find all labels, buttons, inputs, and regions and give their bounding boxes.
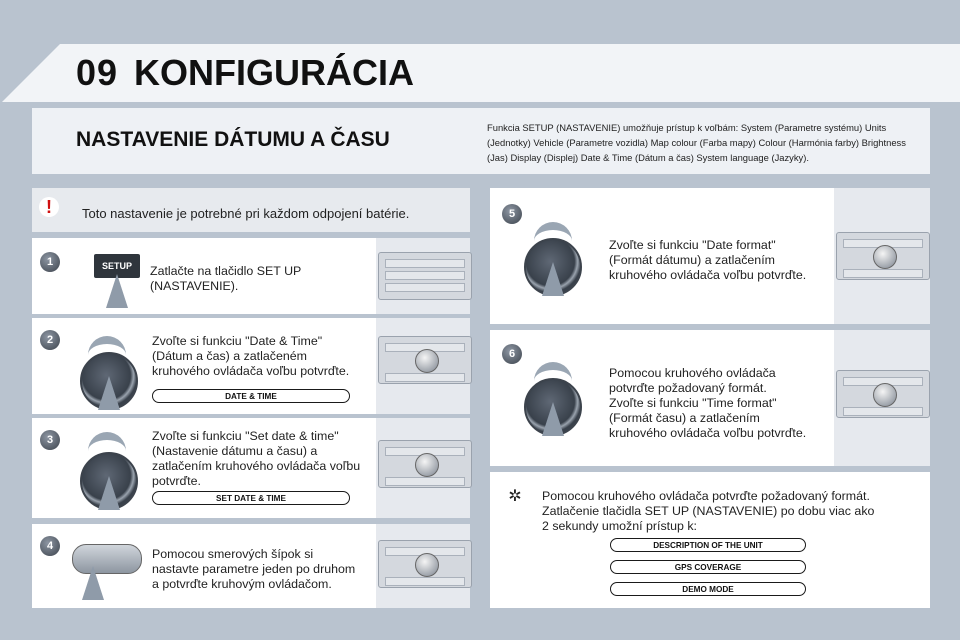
sun-icon: ✲	[508, 488, 522, 505]
setup-button-icon: SETUP	[94, 254, 140, 278]
press-arrow-icon	[106, 274, 128, 308]
step-6-number: 6	[502, 344, 522, 364]
radio-unit-icon	[836, 232, 930, 280]
press-arrow-icon	[82, 566, 104, 600]
menu-item-gps-coverage: GPS COVERAGE	[610, 560, 806, 574]
warning-icon	[38, 196, 60, 218]
step-2-text: Zvoľte si funkciu "Date & Time" (Dátum a čas) a zatlačeném kruhového ovládača voľbu potvrďte.	[152, 334, 350, 378]
menu-item-demo-mode: DEMO MODE	[610, 582, 806, 596]
step-5-number: 5	[502, 204, 522, 224]
press-arrow-icon	[98, 476, 120, 510]
press-arrow-icon	[542, 402, 564, 436]
step-5-text: Zvoľte si funkciu "Date format" (Formát dátumu) a zatlačením kruhového ovládača voľbu potvrďte.	[609, 238, 807, 282]
radio-unit-icon	[378, 540, 472, 588]
menu-item-set-date-time: SET DATE & TIME	[152, 491, 350, 505]
press-arrow-icon	[98, 376, 120, 410]
step-4-text: Pomocou smerových šípok si nastavte parametre jeden po druhom a potvrďte kruhovým ovládačom.	[152, 547, 356, 591]
step-2-number: 2	[40, 330, 60, 350]
radio-unit-icon	[836, 370, 930, 418]
step-6-text: Pomocou kruhového ovládača potvrďte požadovaný formát. Zvoľte si funkciu "Time format" (Formát času) a zatlačením kruhového ovládača voľbu potvrďte.	[609, 366, 807, 440]
step-4-number: 4	[40, 536, 60, 556]
menu-item-description-of-unit: DESCRIPTION OF THE UNIT	[610, 538, 806, 552]
section-title: NASTAVENIE DÁTUMU A ČASU	[76, 128, 390, 151]
radio-unit-icon	[378, 336, 472, 384]
page-title: KONFIGURÁCIA	[134, 52, 414, 93]
radio-unit-icon	[378, 252, 472, 300]
step-1-text: Zatlačte na tlačidlo SET UP (NASTAVENIE).	[150, 264, 302, 293]
menu-item-date-time: DATE & TIME	[152, 389, 350, 403]
section-intro: Funkcia SETUP (NASTAVENIE) umožňuje prístup k voľbám: System (Parametre systému) Units (Jednotky) Vehicle (Parametre vozidla) Map colour (Farba mapy) Colour (Harmónia farby) Brightness (Jas) Display (Displej) Date & Time (Dátum a čas) System language (Jazyky).	[487, 122, 906, 163]
step-3-text: Zvoľte si funkciu "Set date & time" (Nastavenie dátumu a času) a zatlačením kruhového ovládača voľbu potvrďte.	[152, 429, 361, 488]
tip-text: Pomocou kruhového ovládača potvrďte požadovaný formát. Zatlačenie tlačidla SET UP (NASTAVENIE) po dobu viac ako 2 sekundy umožní prístup k:	[542, 489, 875, 533]
chapter-number: 09	[76, 52, 119, 93]
step-3-number: 3	[40, 430, 60, 450]
warning-text: Toto nastavenie je potrebné pri každom odpojení batérie.	[82, 206, 410, 221]
radio-unit-icon	[378, 440, 472, 488]
press-arrow-icon	[542, 262, 564, 296]
step-1-number: 1	[40, 252, 60, 272]
svg-text:!: !	[46, 197, 52, 217]
